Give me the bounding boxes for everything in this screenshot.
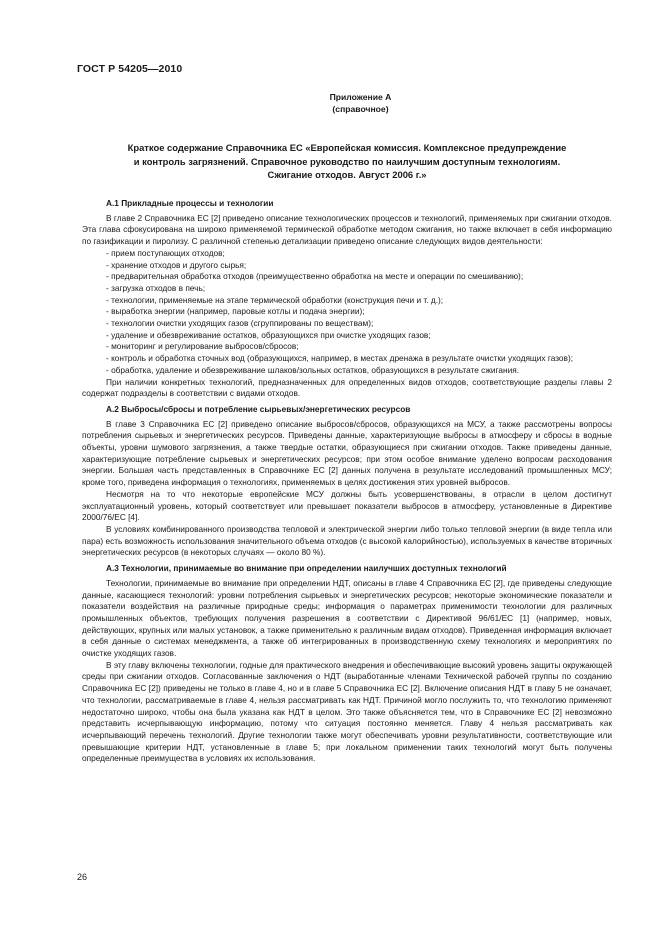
page-number: 26 xyxy=(77,872,88,882)
list-item: - загрузка отходов в печь; xyxy=(106,282,206,293)
paragraph: В эту главу включены технологии, годные для практического внедрения и обеспечивающие высокий уровень защиты окружающей среды при сжигании отходов. Согласованные заключения о НДТ (выработанные членами Технической рабочей группы по созданию Справочника ЕС [2]) приведены не только в главе 4, но и в главе 5 Справочника ЕС [2]. Включение описания НДТ в главу 5 не означает, что технологии, рассматриваемые в главе 4, нельзя рассматривать как НДТ. Причиной могло послужить то, что технологию применяют недостаточно широко, чтобы она была указана как НДТ в целом. Это также объясняется тем, что в Справочнике ЕС [2] невозможно представить исчерпывающую информацию, потому что ситуация постоянно меняется. Главу 4 нельзя рассматривать как исчерпывающий перечень технологий. Другие технологии также могут обеспечивать уровни результативности, соответствующие или превышающие критерии НДТ, установленные в главе 5; при локальном применении таких технологий могут быть получены определенные преимущества в условиях их использования. xyxy=(82,659,612,764)
section-heading-a1: А.1 Прикладные процессы и технологии xyxy=(106,198,274,208)
paragraph: В условиях комбинированного производства тепловой и электрической энергии либо только тепловой энергии (в виде тепла или пара) есть возможность использования значительного объема отходов (с высокой калорийностью), используемых в качестве вторичных энергетических ресурсов (в некоторых случаях — около 80 %). xyxy=(82,523,612,558)
list-item: - технологии, применяемые на этапе термической обработки (конструкция печи и т. д.); xyxy=(106,294,444,305)
list-item: - выработка энергии (например, паровые котлы и подача энергии); xyxy=(106,306,365,317)
standard-number: ГОСТ Р 54205—2010 xyxy=(77,63,183,75)
list-item: - предварительная обработка отходов (преимущественно обработка на месте и операции по смешиванию); xyxy=(106,271,524,282)
annex-title-line: Краткое содержание Справочника ЕС «Европейская комиссия. Комплексное предупреждение xyxy=(127,142,567,153)
paragraph: Технологии, принимаемые во внимание при определении НДТ, описаны в главе 4 Справочника ЕС [2], где приведены следующие данные, касающиеся технологий: уровни потребления сырьевых и энергетических ресурсов; некоторые экономические показатели и показатели воздействия на различные природные среды; информация о параметрах применимости технологии для различных промышленных объектов, требующих получения разрешения в соответствии с Директивой 96/61/ЕС [1] (например, новых, действующих, крупных или малых установок, а также применительно к различным видам отходов). Приведенная информация включает в себя данные о системах менеджмента, а также об интегрированных в производственную схему технологиях и мероприятиях по очистке уходящих газов. xyxy=(82,577,612,659)
list-item: - хранение отходов и другого сырья; xyxy=(106,259,247,270)
annex-type: (справочное) xyxy=(332,104,389,114)
section-heading-a3: А.3 Технологии, принимаемые во внимание при определении наилучших доступных технологий xyxy=(106,563,507,574)
list-item: - технологии очистки уходящих газов (сгруппированы по веществам); xyxy=(106,318,374,329)
list-item: - обработка, удаление и обезвреживание шлаков/зольных остатков, образующихся в результате сжигания. xyxy=(106,364,520,375)
annex-title xyxy=(82,141,612,182)
paragraph: При наличии конкретных технологий, предназначенных для определенных видов отходов, соответствующие разделы главы 2 содержат подразделы в соответствии с видами отходов. xyxy=(82,376,612,399)
list-item: - прием поступающих отходов; xyxy=(106,247,225,258)
document-body xyxy=(82,196,612,765)
paragraph: Несмотря на то что некоторые европейские МСУ должны быть усовершенствованы, в отрасли в целом достигнут эксплуатационный уровень, который соответствует или превышает показатели выбросов в атмосферу, установленные в Директиве 2000/76/ЕС [4]. xyxy=(82,488,612,523)
list-item: - мониторинг и регулирование выбросов/сбросов; xyxy=(106,341,299,352)
paragraph: В главе 2 Справочника ЕС [2] приведено описание технологических процессов и технологий, применяемых при сжигании отходов. Эта глава сфокусирована на широко применяемой термической обработке методом сжигания, но также включает в себя информацию по газификации и пиролизу. С различной степенью детализации приведено описание следующих видов деятельности: xyxy=(82,212,612,247)
annex-label: Приложение А xyxy=(329,92,392,102)
list-item: - контроль и обработка сточных вод (образующихся, например, в местах дренажа в результате очистки уходящих газов); xyxy=(106,353,574,364)
paragraph: В главе 3 Справочника ЕС [2] приведено описание выбросов/сбросов, образующихся на МСУ, а также рассмотрены вопросы потребления сырьевых и энергетических ресурсов. Приведены данные, характеризующие выбросы в атмосферу и сбросы в водные объекты, уровни шумового загрязнения, а также твердые остатки, образующиеся при сжигании отходов. Также приведены данные, характеризующие потребление сырьевых и энергетических ресурсов; при этом особое внимание уделено вопросам расходования энергии. Большая часть представленных в Справочнике ЕС [2] данных получена в результате исследований промышленных МСУ; кроме того, приведена информация о технологиях, применяемых в целях достижения этих уровней выбросов. xyxy=(82,418,612,488)
section-heading-a2: А.2 Выбросы/сбросы и потребление сырьевых/энергетических ресурсов xyxy=(106,403,411,414)
list-item: - удаление и обезвреживание остатков, образующихся при очистке уходящих газов; xyxy=(106,329,431,340)
annex-title-line: Сжигание отходов. Август 2006 г.» xyxy=(267,169,427,181)
annex-title-line: и контроль загрязнений. Справочное руководство по наилучшим доступным технологиям. xyxy=(133,155,561,167)
